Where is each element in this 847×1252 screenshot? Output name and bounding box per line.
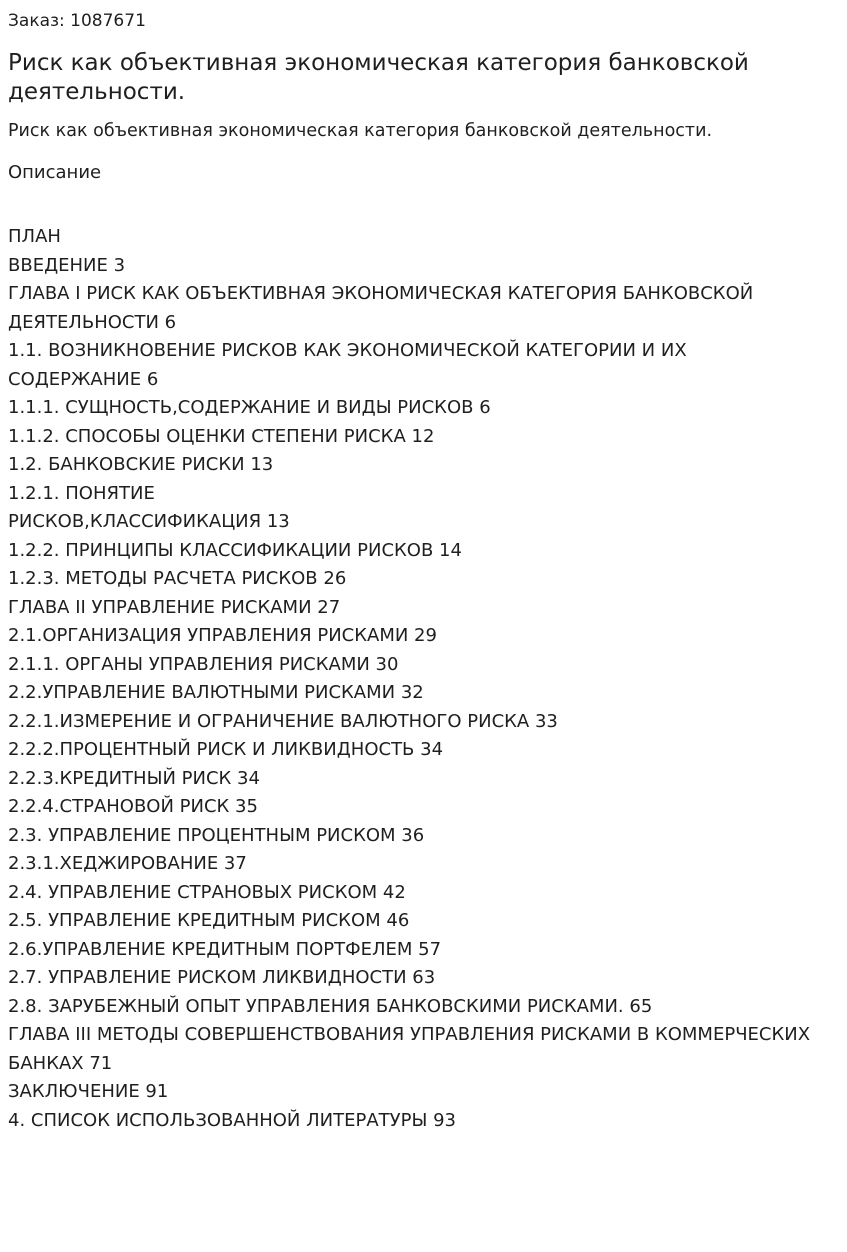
toc-item: 1.2.2. ПРИНЦИПЫ КЛАССИФИКАЦИИ РИСКОВ 14 xyxy=(8,539,462,561)
toc-item: 2.2.1.ИЗМЕРЕНИЕ И ОГРАНИЧЕНИЕ ВАЛЮТНОГО РИСКА 33 xyxy=(8,710,558,732)
toc-item: 2.2.3.КРЕДИТНЫЙ РИСК 34 xyxy=(8,767,260,789)
toc-item: 1.2.1. ПОНЯТИЕ РИСКОВ,КЛАССИФИКАЦИЯ 13 xyxy=(8,482,290,532)
toc-item: 1.1.1. СУЩНОСТЬ,СОДЕРЖАНИЕ И ВИДЫ РИСКОВ 6 xyxy=(8,397,491,418)
toc-item: ЗАКЛЮЧЕНИЕ 91 xyxy=(8,1081,169,1102)
document-subtitle: Риск как объективная экономическая категория банковской деятельности. xyxy=(8,121,713,141)
toc-item: ГЛАВА I РИСК КАК ОБЪЕКТИВНАЯ ЭКОНОМИЧЕСКАЯ КАТЕГОРИЯ БАНКОВСКОЙ ДЕЯТЕЛЬНОСТИ 6 xyxy=(8,283,754,333)
toc-item-plan: ПЛАН xyxy=(8,226,61,247)
toc-item: 2.8. ЗАРУБЕЖНЫЙ ОПЫТ УПРАВЛЕНИЯ БАНКОВСКИМИ РИСКАМИ. 65 xyxy=(8,995,653,1017)
toc-item: ГЛАВА II УПРАВЛЕНИЕ РИСКАМИ 27 xyxy=(8,596,341,618)
toc-item: 2.1.ОРГАНИЗАЦИЯ УПРАВЛЕНИЯ РИСКАМИ 29 xyxy=(8,625,437,646)
toc-item: 4. СПИСОК ИСПОЛЬЗОВАННОЙ ЛИТЕРАТУРЫ 93 xyxy=(8,1109,456,1131)
toc-item: 2.2.УПРАВЛЕНИЕ ВАЛЮТНЫМИ РИСКАМИ 32 xyxy=(8,682,424,703)
toc-item: 1.2. БАНКОВСКИЕ РИСКИ 13 xyxy=(8,454,274,475)
table-of-contents xyxy=(8,223,818,1135)
toc-item: ВВЕДЕНИЕ 3 xyxy=(8,254,126,276)
toc-item: 2.2.2.ПРОЦЕНТНЫЙ РИСК И ЛИКВИДНОСТЬ 34 xyxy=(8,739,444,760)
toc-item: 1.1. ВОЗНИКНОВЕНИЕ РИСКОВ КАК ЭКОНОМИЧЕСКОЙ КАТЕГОРИИ И ИХ СОДЕРЖАНИЕ 6 xyxy=(8,340,687,390)
toc-item: 2.6.УПРАВЛЕНИЕ КРЕДИТНЫМ ПОРТФЕЛЕМ 57 xyxy=(8,938,442,960)
toc-item: 2.3.1.ХЕДЖИРОВАНИЕ 37 xyxy=(8,853,247,874)
description-label: Описание xyxy=(8,162,102,183)
toc-item: 2.5. УПРАВЛЕНИЕ КРЕДИТНЫМ РИСКОМ 46 xyxy=(8,910,410,931)
order-number: Заказ: 1087671 xyxy=(8,11,146,31)
toc-item: 1.2.3. МЕТОДЫ РАСЧЕТА РИСКОВ 26 xyxy=(8,568,347,589)
toc-item: 2.1.1. ОРГАНЫ УПРАВЛЕНИЯ РИСКАМИ 30 xyxy=(8,653,399,675)
toc-item: ГЛАВА III МЕТОДЫ СОВЕРШЕНСТВОВАНИЯ УПРАВЛЕНИЯ РИСКАМИ В КОММЕРЧЕСКИХ БАНКАХ 71 xyxy=(8,1024,811,1074)
toc-item: 2.4. УПРАВЛЕНИЕ СТРАНОВЫХ РИСКОМ 42 xyxy=(8,881,406,903)
toc-item: 2.3. УПРАВЛЕНИЕ ПРОЦЕНТНЫМ РИСКОМ 36 xyxy=(8,824,425,846)
toc-item: 2.7. УПРАВЛЕНИЕ РИСКОМ ЛИКВИДНОСТИ 63 xyxy=(8,967,436,988)
toc-item: 1.1.2. СПОСОБЫ ОЦЕНКИ СТЕПЕНИ РИСКА 12 xyxy=(8,425,435,447)
document-title: Риск как объективная экономическая категория банковской деятельности. xyxy=(8,50,749,105)
toc-item: 2.2.4.СТРАНОВОЙ РИСК 35 xyxy=(8,796,258,817)
